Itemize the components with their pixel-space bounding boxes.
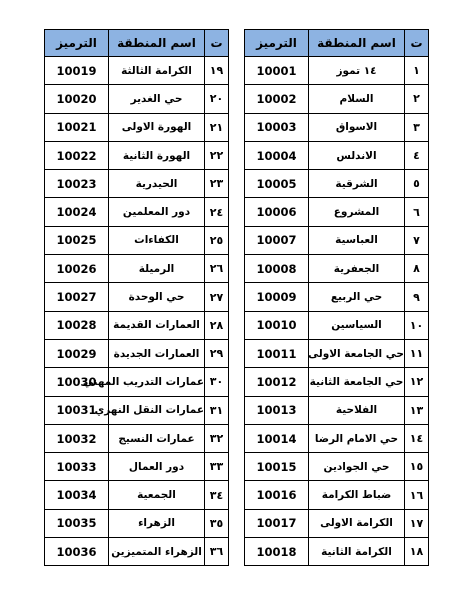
table-row xyxy=(45,113,229,141)
table-row xyxy=(245,226,429,254)
table-row xyxy=(245,368,429,396)
header-area-name: اسم المنطقة xyxy=(309,30,405,57)
code-cell: 10026 xyxy=(45,255,109,283)
seq-cell: ١١ xyxy=(405,339,429,367)
seq-cell: ٢٠ xyxy=(205,85,229,113)
code-cell: 10018 xyxy=(245,538,309,566)
seq-cell: ٨ xyxy=(405,255,429,283)
code-cell: 10025 xyxy=(45,226,109,254)
table-header-row xyxy=(245,30,429,57)
code-cell: 10007 xyxy=(245,226,309,254)
table-row xyxy=(45,339,229,367)
table-row xyxy=(245,255,429,283)
code-cell: 10004 xyxy=(245,141,309,169)
area-name-cell: حي الجوادين xyxy=(309,453,405,481)
code-cell: 10030 xyxy=(45,368,109,396)
table-row xyxy=(245,170,429,198)
code-cell: 10006 xyxy=(245,198,309,226)
seq-cell: ١٠ xyxy=(405,311,429,339)
table-body xyxy=(245,57,429,566)
code-cell: 10012 xyxy=(245,368,309,396)
code-cell: 10015 xyxy=(245,453,309,481)
table-row xyxy=(245,113,429,141)
code-cell: 10009 xyxy=(245,283,309,311)
area-name-cell: المشروع xyxy=(309,198,405,226)
area-name-cell: ضباط الكرامة xyxy=(309,481,405,509)
area-name-cell: الزهراء المتميزين xyxy=(109,538,205,566)
seq-cell: ٢٨ xyxy=(205,311,229,339)
code-cell: 10019 xyxy=(45,57,109,85)
seq-cell: ١٧ xyxy=(405,509,429,537)
code-cell: 10016 xyxy=(245,481,309,509)
code-cell: 10020 xyxy=(45,85,109,113)
code-cell: 10024 xyxy=(45,198,109,226)
area-name-cell: دور العمال xyxy=(109,453,205,481)
area-name-cell: عمارات النسيج xyxy=(109,424,205,452)
seq-cell: ٩ xyxy=(405,283,429,311)
table-row xyxy=(45,226,229,254)
code-cell: 10027 xyxy=(45,283,109,311)
table-row xyxy=(45,481,229,509)
seq-cell: ٢٧ xyxy=(205,283,229,311)
seq-cell: ٣٠ xyxy=(205,368,229,396)
area-name-cell: الحيدرية xyxy=(109,170,205,198)
table-row xyxy=(245,85,429,113)
seq-cell: ٣٢ xyxy=(205,424,229,452)
seq-cell: ٢٥ xyxy=(205,226,229,254)
code-cell: 10010 xyxy=(245,311,309,339)
table-row xyxy=(245,424,429,452)
area-name-cell: حي الامام الرضا xyxy=(309,424,405,452)
area-name-cell: عمارات النقل النهري xyxy=(109,396,205,424)
seq-cell: ١٢ xyxy=(405,368,429,396)
seq-cell: ٣ xyxy=(405,113,429,141)
code-cell: 10023 xyxy=(45,170,109,198)
seq-cell: ٢١ xyxy=(205,113,229,141)
seq-cell: ٣٦ xyxy=(205,538,229,566)
header-code: الترميز xyxy=(245,30,309,57)
area-name-cell: الفلاحية xyxy=(309,396,405,424)
code-cell: 10033 xyxy=(45,453,109,481)
table-row xyxy=(45,396,229,424)
table-body xyxy=(45,57,229,566)
seq-cell: ٢٢ xyxy=(205,141,229,169)
area-name-cell: الاندلس xyxy=(309,141,405,169)
area-name-cell: الهورة الثانية xyxy=(109,141,205,169)
code-cell: 10035 xyxy=(45,509,109,537)
area-name-cell: العمارات الجديدة xyxy=(109,339,205,367)
table-row xyxy=(45,368,229,396)
seq-cell: ٣١ xyxy=(205,396,229,424)
table-row xyxy=(245,453,429,481)
code-cell: 10022 xyxy=(45,141,109,169)
area-name-cell: الزهراء xyxy=(109,509,205,537)
seq-cell: ١٦ xyxy=(405,481,429,509)
table-row xyxy=(245,509,429,537)
code-cell: 10013 xyxy=(245,396,309,424)
seq-cell: ٧ xyxy=(405,226,429,254)
table-row xyxy=(45,141,229,169)
table-row xyxy=(45,538,229,566)
table-row xyxy=(45,255,229,283)
code-cell: 10029 xyxy=(45,339,109,367)
code-cell: 10021 xyxy=(45,113,109,141)
table-row xyxy=(245,339,429,367)
code-cell: 10011 xyxy=(245,339,309,367)
seq-cell: ١٤ xyxy=(405,424,429,452)
table-row xyxy=(245,57,429,85)
area-name-cell: عمارات التدريب المهني xyxy=(109,368,205,396)
table-row xyxy=(45,453,229,481)
seq-cell: ٢ xyxy=(405,85,429,113)
table-row xyxy=(245,396,429,424)
area-name-cell: الكرامة الثالثة xyxy=(109,57,205,85)
seq-cell: ٢٩ xyxy=(205,339,229,367)
code-cell: 10017 xyxy=(245,509,309,537)
seq-cell: ٥ xyxy=(405,170,429,198)
header-seq: ت xyxy=(405,30,429,57)
table-header-row xyxy=(45,30,229,57)
area-codes-table-right xyxy=(244,29,429,566)
code-cell: 10003 xyxy=(245,113,309,141)
seq-cell: ١٥ xyxy=(405,453,429,481)
table-row xyxy=(45,170,229,198)
seq-cell: ٢٦ xyxy=(205,255,229,283)
area-name-cell: الكرامة الاولى xyxy=(309,509,405,537)
table-row xyxy=(245,283,429,311)
code-cell: 10034 xyxy=(45,481,109,509)
table-row xyxy=(245,481,429,509)
code-cell: 10002 xyxy=(245,85,309,113)
area-name-cell: العمارات القديمة xyxy=(109,311,205,339)
table-row xyxy=(45,85,229,113)
area-name-cell: حي الربيع xyxy=(309,283,405,311)
code-cell: 10032 xyxy=(45,424,109,452)
area-name-cell: دور المعلمين xyxy=(109,198,205,226)
seq-cell: ١ xyxy=(405,57,429,85)
seq-cell: ١٨ xyxy=(405,538,429,566)
seq-cell: ١٩ xyxy=(205,57,229,85)
area-name-cell: السلام xyxy=(309,85,405,113)
code-cell: 10005 xyxy=(245,170,309,198)
code-cell: 10028 xyxy=(45,311,109,339)
table-row xyxy=(45,198,229,226)
table-row xyxy=(245,538,429,566)
area-name-cell: ١٤ تموز xyxy=(309,57,405,85)
header-area-name: اسم المنطقة xyxy=(109,30,205,57)
area-name-cell: العباسية xyxy=(309,226,405,254)
area-codes-table-left xyxy=(44,29,229,566)
code-cell: 10001 xyxy=(245,57,309,85)
seq-cell: ٦ xyxy=(405,198,429,226)
area-name-cell: السياسين xyxy=(309,311,405,339)
code-cell: 10036 xyxy=(45,538,109,566)
seq-cell: ١٣ xyxy=(405,396,429,424)
area-name-cell: الكرامة الثانية xyxy=(309,538,405,566)
area-name-cell: الجعفرية xyxy=(309,255,405,283)
area-name-cell: الكفاءات xyxy=(109,226,205,254)
table-row xyxy=(45,311,229,339)
table-row xyxy=(45,283,229,311)
table-row xyxy=(45,424,229,452)
table-row xyxy=(45,509,229,537)
seq-cell: ٢٣ xyxy=(205,170,229,198)
area-name-cell: الهورة الاولى xyxy=(109,113,205,141)
seq-cell: ٤ xyxy=(405,141,429,169)
code-cell: 10014 xyxy=(245,424,309,452)
table-row xyxy=(245,198,429,226)
seq-cell: ٣٤ xyxy=(205,481,229,509)
area-name-cell: حي الوحدة xyxy=(109,283,205,311)
table-row xyxy=(245,141,429,169)
area-name-cell: حي الغدير xyxy=(109,85,205,113)
area-name-cell: الاسواق xyxy=(309,113,405,141)
seq-cell: ٣٥ xyxy=(205,509,229,537)
area-name-cell: الرميلة xyxy=(109,255,205,283)
header-seq: ت xyxy=(205,30,229,57)
seq-cell: ٢٤ xyxy=(205,198,229,226)
area-name-cell: حي الجامعة الثانية xyxy=(309,368,405,396)
table-row xyxy=(45,57,229,85)
code-cell: 10008 xyxy=(245,255,309,283)
area-name-cell: الجمعية xyxy=(109,481,205,509)
area-name-cell: حي الجامعة الاولى xyxy=(309,339,405,367)
code-cell: 10031 xyxy=(45,396,109,424)
seq-cell: ٣٣ xyxy=(205,453,229,481)
header-code: الترميز xyxy=(45,30,109,57)
table-row xyxy=(245,311,429,339)
area-name-cell: الشرقية xyxy=(309,170,405,198)
